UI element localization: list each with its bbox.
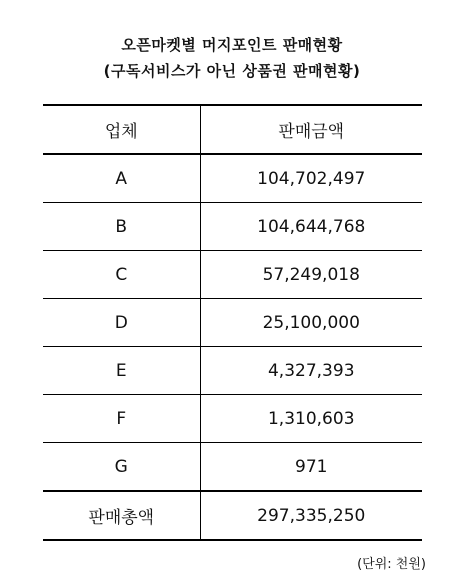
- table-row: [43, 395, 422, 443]
- amount-cell: 971: [200, 443, 422, 492]
- amount-cell: 4,327,393: [200, 347, 422, 395]
- table-row: [43, 299, 422, 347]
- vendor-cell: B: [43, 203, 200, 251]
- table-row: [43, 443, 422, 492]
- document-title: 오픈마켓별 머지포인트 판매현황: [121, 36, 343, 54]
- total-row: [43, 491, 422, 540]
- document-subtitle: (구독서비스가 아닌 상품권 판매현황): [103, 62, 361, 80]
- sales-table: [43, 104, 422, 541]
- unit-note: (단위: 천원): [357, 557, 426, 572]
- amount-cell: 104,644,768: [200, 203, 422, 251]
- table-row: [43, 154, 422, 203]
- vendor-cell: F: [43, 395, 200, 443]
- vendor-cell: D: [43, 299, 200, 347]
- total-label: 판매총액: [43, 491, 200, 540]
- amount-column-header: 판매금액: [200, 105, 422, 154]
- table-row: [43, 251, 422, 299]
- amount-cell: 104,702,497: [200, 154, 422, 203]
- table-header-row: [43, 105, 422, 154]
- total-amount: 297,335,250: [200, 491, 422, 540]
- vendor-column-header: 업체: [43, 105, 200, 154]
- amount-cell: 57,249,018: [200, 251, 422, 299]
- table-row: [43, 347, 422, 395]
- amount-cell: 25,100,000: [200, 299, 422, 347]
- amount-cell: 1,310,603: [200, 395, 422, 443]
- table-row: [43, 203, 422, 251]
- vendor-cell: E: [43, 347, 200, 395]
- vendor-cell: A: [43, 154, 200, 203]
- vendor-cell: C: [43, 251, 200, 299]
- vendor-cell: G: [43, 443, 200, 492]
